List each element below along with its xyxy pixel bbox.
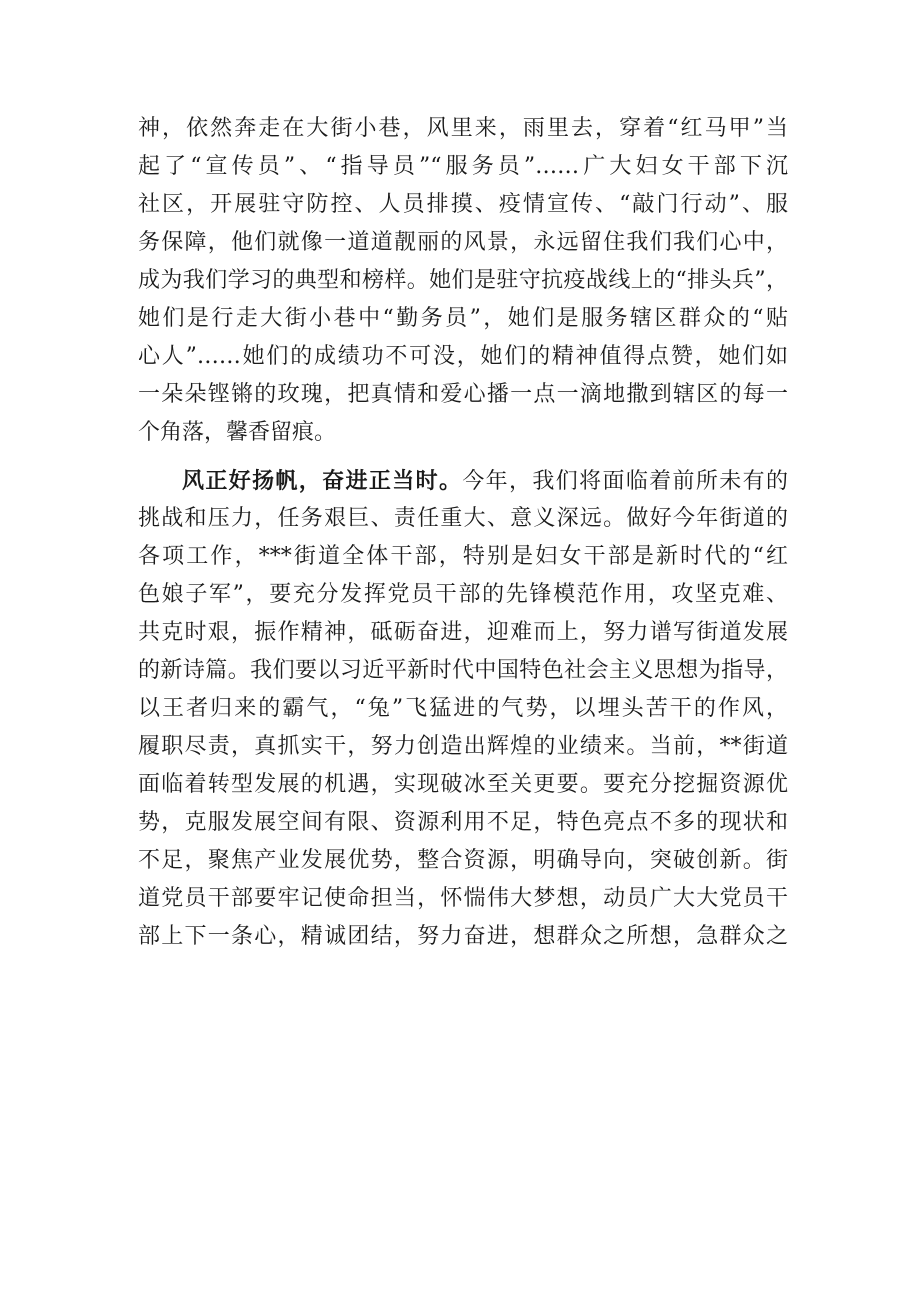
text-line: 挑战和压力，任务艰巨、责任重大、意义深远。做好今年街道的: [138, 506, 788, 531]
text-line: 面临着转型发展的机遇，实现破冰至关更要。要充分挖掘资源优: [138, 772, 788, 797]
text-line: 道党员干部要牢记使命担当，怀惴伟大梦想，动员广大大党员干: [138, 886, 788, 911]
text-line: 社区，开展驻守防控、人员排摸、疫情宣传、“敲门行动”、服: [138, 192, 788, 217]
text-line: 的新诗篇。我们要以习近平新时代中国特色社会主义思想为指导，: [138, 658, 788, 683]
text-segment: 今年，我们将面临着前所未有的: [462, 469, 788, 494]
text-line: 心人”……她们的成绩功不可没，她们的精神值得点赞，她们如: [138, 344, 788, 369]
paragraph-first-line: [138, 462, 788, 500]
paragraph-gap: [138, 452, 788, 462]
text-line: 成为我们学习的典型和榜样。她们是驻守抗疫战线上的“排头兵”，: [138, 268, 788, 293]
text-line: 共克时艰，振作精神，砥砺奋进，迎难而上，努力谱写街道发展: [138, 620, 788, 645]
text-line: 以王者归来的霸气，“兔”飞猛进的气势，以埋头苦干的作风，: [138, 696, 788, 721]
text-line: 个角落，馨香留痕。: [138, 420, 337, 445]
text-line: 色娘子军”，要充分发挥党员干部的先锋模范作用，攻坚克难、: [138, 582, 788, 607]
paragraph-1: [138, 110, 788, 452]
text-line: 部上下一条心，精诚团结，努力奋进，想群众之所想，急群众之: [138, 924, 788, 949]
text-line: 势，克服发展空间有限、资源利用不足，特色亮点不多的现状和: [138, 810, 788, 835]
text-line: 不足，聚焦产业发展优势，整合资源，明确导向，突破创新。街: [138, 848, 788, 873]
paragraph-2: [138, 462, 788, 956]
text-line: 务保障，他们就像一道道靓丽的风景，永远留住我们我们心中，: [138, 230, 788, 255]
text-line: 起了“宣传员”、“指导员”“服务员”……广大妇女干部下沉: [138, 154, 788, 179]
text-line: 各项工作，***街道全体干部，特别是妇女干部是新时代的“红: [138, 544, 788, 569]
text-line: 履职尽责，真抓实干，努力创造出辉煌的业绩来。当前，**街道: [138, 734, 788, 759]
text-line: 神，依然奔走在大街小巷，风里来，雨里去，穿着“红马甲”当: [138, 116, 788, 141]
text-line: 一朵朵铿锵的玫瑰，把真情和爱心播一点一滴地撒到辖区的每一: [138, 382, 788, 407]
paragraph-heading: 风正好扬帆，奋进正当时。: [182, 468, 463, 494]
body-text: [138, 110, 788, 956]
text-line: 她们是行走大街小巷中“勤务员”，她们是服务辖区群众的“贴: [138, 306, 788, 331]
